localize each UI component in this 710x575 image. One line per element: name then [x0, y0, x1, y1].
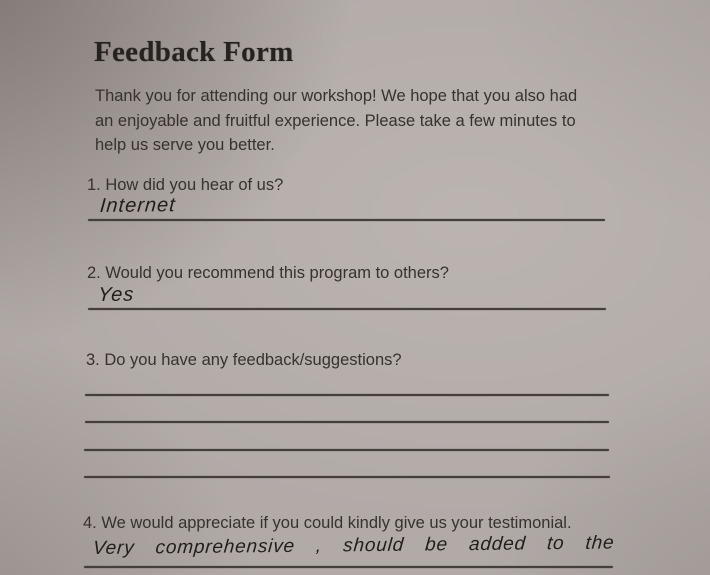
question-3-answer-line [84, 449, 609, 451]
question-1-handwritten-answer: Internet [99, 194, 177, 218]
question-3-answer-line [85, 421, 609, 423]
question-2-handwritten-answer: Yes [97, 283, 136, 307]
question-2-label: 2. Would you recommend this program to others? [87, 264, 449, 282]
question-4-label: 4. We would appreciate if you could kindly give us your testimonial. [83, 514, 572, 532]
intro-line-2: an enjoyable and fruitful experience. Please take a few minutes to [95, 111, 576, 130]
question-3-answer-line [85, 394, 609, 396]
question-2-answer-line [88, 308, 606, 310]
question-4-answer-line [84, 566, 613, 568]
intro-paragraph [95, 84, 577, 158]
question-3-answer-line [84, 476, 610, 478]
question-4-handwritten-answer: Very comprehensive , should be added to the [92, 532, 616, 560]
question-3-label: 3. Do you have any feedback/suggestions? [86, 351, 402, 369]
intro-line-1: Thank you for attending our workshop! We hope that you also had [95, 87, 578, 105]
form-title: Feedback Form [94, 36, 294, 68]
question-1-answer-line [88, 219, 605, 221]
intro-line-3: help us serve you better. [95, 136, 275, 154]
question-1-label: 1. How did you hear of us? [87, 176, 284, 194]
